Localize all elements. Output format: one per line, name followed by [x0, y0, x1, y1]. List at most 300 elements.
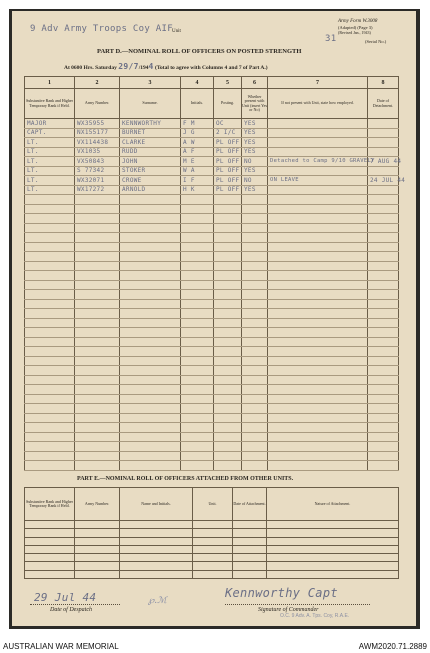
detachment-date-cell [368, 242, 399, 252]
posting-cell [214, 280, 242, 290]
detachment-date-cell [368, 252, 399, 262]
table-row [25, 442, 399, 452]
col-number: 1 [25, 77, 75, 89]
employment-cell [268, 223, 368, 233]
detachment-date-cell [368, 166, 399, 176]
table-row [25, 157, 399, 167]
part-d-time-line [64, 62, 268, 71]
empty-cell [120, 529, 193, 537]
initials-cell [181, 404, 214, 414]
header-employment: If not present with Unit, state how employed. [268, 89, 368, 119]
surname-cell [120, 271, 181, 281]
surname-cell [120, 223, 181, 233]
detachment-date-cell [368, 442, 399, 452]
surname-cell [120, 242, 181, 252]
employment-cell [268, 451, 368, 461]
despatch-line [30, 604, 120, 605]
army-number-cell [75, 394, 120, 404]
column-number-row [25, 77, 399, 89]
surname-cell: STOKER [120, 166, 181, 176]
employment-cell [268, 404, 368, 414]
initials-cell [181, 290, 214, 300]
army-number-cell [75, 309, 120, 319]
posting-cell [214, 432, 242, 442]
header-detachment-date: Date of Detachment. [368, 89, 399, 119]
empty-cell [193, 545, 233, 553]
form-adapted: (Adapted) (Page 3) [338, 25, 373, 30]
detachment-date-cell [368, 214, 399, 224]
initials-cell [181, 385, 214, 395]
posting-cell [214, 347, 242, 357]
rank-cell [25, 366, 75, 376]
surname-cell [120, 328, 181, 338]
header-present: Whether present with Unit (insert Yes or No) [242, 89, 268, 119]
empty-cell [233, 529, 267, 537]
serial-label: (Serial No.) [365, 39, 387, 44]
table-row [25, 299, 399, 309]
present-cell: YES [242, 119, 268, 129]
employment-cell [268, 423, 368, 433]
army-number-cell [75, 432, 120, 442]
army-number-cell [75, 337, 120, 347]
empty-cell [120, 537, 193, 545]
table-row [25, 545, 399, 553]
table-row [25, 119, 399, 129]
posting-cell [214, 204, 242, 214]
army-number-cell [75, 366, 120, 376]
rank-cell: LT. [25, 185, 75, 195]
present-cell [242, 442, 268, 452]
posting-cell [214, 337, 242, 347]
employment-cell [268, 252, 368, 262]
empty-cell [75, 554, 120, 562]
army-number-cell [75, 214, 120, 224]
part-d-title: PART D.—NOMINAL ROLL OF OFFICERS ON POSTED STRENGTH [97, 48, 302, 55]
table-row [25, 128, 399, 138]
present-cell [242, 366, 268, 376]
surname-cell [120, 195, 181, 205]
header-rank: Substantive Rank and Higher Temporary Rank if Held. [25, 488, 75, 521]
empty-cell [75, 537, 120, 545]
initials-cell [181, 347, 214, 357]
detachment-date-cell [368, 128, 399, 138]
employment-cell [268, 128, 368, 138]
detachment-date-cell [368, 366, 399, 376]
initials-cell [181, 252, 214, 262]
employment-cell [268, 119, 368, 129]
posting-cell [214, 299, 242, 309]
rank-cell: MAJOR [25, 119, 75, 129]
initials-cell [181, 356, 214, 366]
army-number-cell [75, 204, 120, 214]
army-number-cell [75, 252, 120, 262]
empty-cell [120, 545, 193, 553]
table-row [25, 252, 399, 262]
present-cell [242, 432, 268, 442]
initials-cell [181, 413, 214, 423]
present-cell [242, 233, 268, 243]
empty-cell [233, 521, 267, 529]
table-row [25, 570, 399, 578]
empty-cell [233, 554, 267, 562]
present-cell [242, 461, 268, 471]
initials-cell [181, 261, 214, 271]
table-row [25, 214, 399, 224]
present-cell [242, 261, 268, 271]
table-row [25, 204, 399, 214]
rank-cell [25, 423, 75, 433]
detachment-date-cell [368, 119, 399, 129]
empty-cell [267, 521, 399, 529]
present-cell: YES [242, 147, 268, 157]
header-unit: Unit. [193, 488, 233, 521]
posting-cell: PL OFF [214, 157, 242, 167]
detachment-date-cell [368, 138, 399, 148]
empty-cell [25, 562, 75, 570]
rank-cell: LT. [25, 166, 75, 176]
posting-cell [214, 290, 242, 300]
table-row [25, 185, 399, 195]
col-number: 4 [181, 77, 214, 89]
table-row [25, 290, 399, 300]
employment-cell [268, 147, 368, 157]
employment-cell [268, 185, 368, 195]
initials-cell: A F [181, 147, 214, 157]
unit-name-handwritten: 9 Adv Army Troops Coy AIF [30, 24, 173, 34]
rank-cell [25, 195, 75, 205]
table-row [25, 554, 399, 562]
surname-cell: ARNOLD [120, 185, 181, 195]
officers-posted-table [24, 76, 406, 471]
army-number-cell: WX17272 [75, 185, 120, 195]
empty-cell [193, 529, 233, 537]
posting-cell: PL OFF [214, 147, 242, 157]
army-number-cell: NX155177 [75, 128, 120, 138]
table-row [25, 261, 399, 271]
surname-cell [120, 375, 181, 385]
table-row [25, 195, 399, 205]
posting-cell [214, 271, 242, 281]
form-revised: (Revised Jan., 1943) [338, 30, 371, 35]
detachment-date-cell [368, 404, 399, 414]
table-row [25, 537, 399, 545]
rank-cell [25, 432, 75, 442]
employment-cell [268, 375, 368, 385]
initials-cell [181, 394, 214, 404]
present-cell: NO [242, 157, 268, 167]
empty-cell [193, 537, 233, 545]
surname-cell [120, 233, 181, 243]
table-row [25, 375, 399, 385]
surname-cell [120, 432, 181, 442]
rank-cell: LT. [25, 138, 75, 148]
posting-cell [214, 328, 242, 338]
posting-cell [214, 423, 242, 433]
table-row [25, 394, 399, 404]
detachment-date-cell [368, 204, 399, 214]
table-row [25, 223, 399, 233]
employment-cell [268, 271, 368, 281]
employment-cell [268, 290, 368, 300]
army-number-cell [75, 242, 120, 252]
employment-cell [268, 233, 368, 243]
present-cell [242, 223, 268, 233]
empty-cell [193, 570, 233, 578]
present-cell [242, 451, 268, 461]
surname-cell: BURNET [120, 128, 181, 138]
posting-cell [214, 195, 242, 205]
present-cell [242, 214, 268, 224]
surname-cell [120, 290, 181, 300]
table-row [25, 138, 399, 148]
rank-cell [25, 252, 75, 262]
employment-cell [268, 356, 368, 366]
table-row [25, 366, 399, 376]
surname-cell [120, 261, 181, 271]
initials-cell [181, 242, 214, 252]
present-cell [242, 328, 268, 338]
initials-cell [181, 318, 214, 328]
year-prefix: /194 [138, 65, 149, 71]
empty-cell [267, 562, 399, 570]
employment-cell: ON LEAVE [268, 176, 368, 186]
rank-cell [25, 356, 75, 366]
detachment-date-cell: 7 AUG 44 [368, 157, 399, 167]
rank-cell [25, 451, 75, 461]
header-rank: Substantive Rank and Higher Temporary Rank if Held. [25, 89, 75, 119]
table-row [25, 404, 399, 414]
detachment-date-cell [368, 356, 399, 366]
empty-cell [193, 562, 233, 570]
initials-cell: W A [181, 166, 214, 176]
detachment-date-cell [368, 394, 399, 404]
present-cell [242, 413, 268, 423]
table-row [25, 432, 399, 442]
surname-cell: CLARKE [120, 138, 181, 148]
rank-cell: LT. [25, 147, 75, 157]
posting-cell [214, 233, 242, 243]
empty-cell [120, 570, 193, 578]
surname-cell: JOHN [120, 157, 181, 167]
officers-attached-table [24, 487, 399, 579]
empty-cell [267, 537, 399, 545]
present-cell [242, 280, 268, 290]
empty-cell [120, 521, 193, 529]
unit-label: Unit [172, 29, 181, 34]
present-cell [242, 394, 268, 404]
present-cell [242, 309, 268, 319]
form-number: Army Form W.3008 [338, 19, 378, 24]
present-cell [242, 318, 268, 328]
posting-cell: OC [214, 119, 242, 129]
initials-cell [181, 423, 214, 433]
col-number: 3 [120, 77, 181, 89]
employment-cell [268, 261, 368, 271]
table-row [25, 337, 399, 347]
rank-cell [25, 318, 75, 328]
posting-cell [214, 442, 242, 452]
army-number-cell [75, 261, 120, 271]
empty-cell [25, 537, 75, 545]
detachment-date-cell [368, 318, 399, 328]
header-name-initials: Name and Initials. [120, 488, 193, 521]
rank-cell [25, 204, 75, 214]
army-number-cell: VX50843 [75, 157, 120, 167]
surname-cell [120, 413, 181, 423]
detachment-date-cell [368, 309, 399, 319]
army-number-cell [75, 271, 120, 281]
empty-cell [267, 570, 399, 578]
detachment-date-cell [368, 147, 399, 157]
posting-cell [214, 451, 242, 461]
army-number-cell [75, 442, 120, 452]
initials-cell [181, 204, 214, 214]
detachment-date-cell [368, 299, 399, 309]
posting-cell [214, 318, 242, 328]
employment-cell [268, 204, 368, 214]
posting-cell: PL OFF [214, 166, 242, 176]
posting-cell [214, 366, 242, 376]
empty-cell [75, 521, 120, 529]
header-attachment-date: Date of Attachment. [233, 488, 267, 521]
present-cell [242, 252, 268, 262]
army-number-cell [75, 290, 120, 300]
initials-cell [181, 195, 214, 205]
surname-cell: RUDD [120, 147, 181, 157]
col-number: 5 [214, 77, 242, 89]
initials-cell [181, 451, 214, 461]
header-surname: Surname. [120, 89, 181, 119]
table-row [25, 271, 399, 281]
rank-cell [25, 299, 75, 309]
employment-cell [268, 432, 368, 442]
table-row [25, 280, 399, 290]
army-number-cell [75, 423, 120, 433]
employment-cell [268, 413, 368, 423]
initials-cell: M E [181, 157, 214, 167]
posting-cell [214, 375, 242, 385]
present-cell: NO [242, 176, 268, 186]
present-cell [242, 299, 268, 309]
army-number-cell [75, 328, 120, 338]
employment-cell [268, 328, 368, 338]
surname-cell: KENNWORTHY [120, 119, 181, 129]
present-cell [242, 271, 268, 281]
detachment-date-cell [368, 290, 399, 300]
posting-cell: 2 I/C [214, 128, 242, 138]
present-cell: YES [242, 128, 268, 138]
surname-cell [120, 385, 181, 395]
present-cell [242, 204, 268, 214]
archive-caption: AUSTRALIAN WAR MEMORIAL [3, 642, 119, 651]
surname-cell [120, 309, 181, 319]
surname-cell [120, 252, 181, 262]
army-number-cell [75, 356, 120, 366]
initials-cell [181, 366, 214, 376]
posting-cell [214, 404, 242, 414]
empty-cell [75, 562, 120, 570]
rank-cell: LT. [25, 176, 75, 186]
detachment-date-cell [368, 385, 399, 395]
surname-cell [120, 280, 181, 290]
table-row [25, 309, 399, 319]
detachment-date-cell [368, 461, 399, 471]
initials-cell: A W [181, 138, 214, 148]
present-cell [242, 290, 268, 300]
serial-number-handwritten: 31 [325, 34, 337, 44]
detachment-date-cell [368, 233, 399, 243]
army-number-cell [75, 233, 120, 243]
col-number: 2 [75, 77, 120, 89]
empty-cell [267, 545, 399, 553]
year-handwritten: 4 [148, 62, 154, 71]
detachment-date-cell [368, 223, 399, 233]
posting-cell [214, 223, 242, 233]
rank-cell [25, 413, 75, 423]
empty-cell [267, 554, 399, 562]
table-row [25, 318, 399, 328]
rank-cell [25, 290, 75, 300]
table-row [25, 423, 399, 433]
signature-label: Signature of Commander [258, 607, 319, 613]
table-row [25, 147, 399, 157]
posting-cell [214, 214, 242, 224]
empty-cell [25, 521, 75, 529]
posting-cell [214, 385, 242, 395]
rank-cell [25, 261, 75, 271]
table-row [25, 356, 399, 366]
present-cell [242, 356, 268, 366]
surname-cell [120, 318, 181, 328]
detachment-date-cell [368, 337, 399, 347]
empty-cell [233, 570, 267, 578]
empty-cell [25, 554, 75, 562]
posting-cell [214, 309, 242, 319]
initials-cell [181, 223, 214, 233]
empty-cell [233, 537, 267, 545]
part-e-header-row [25, 488, 399, 521]
present-cell: YES [242, 166, 268, 176]
table-row [25, 413, 399, 423]
empty-cell [75, 570, 120, 578]
initials-cell [181, 432, 214, 442]
rank-cell [25, 394, 75, 404]
initials-cell [181, 442, 214, 452]
rank-cell [25, 242, 75, 252]
surname-cell [120, 442, 181, 452]
surname-cell [120, 461, 181, 471]
empty-cell [25, 570, 75, 578]
posting-cell [214, 394, 242, 404]
surname-cell [120, 356, 181, 366]
army-number-cell [75, 318, 120, 328]
col-number: 8 [368, 77, 399, 89]
surname-cell: CROWE [120, 176, 181, 186]
table-row [25, 562, 399, 570]
army-number-cell: WX35955 [75, 119, 120, 129]
rank-cell: LT. [25, 157, 75, 167]
employment-cell [268, 138, 368, 148]
header-attachment-nature: Nature of Attachment. [267, 488, 399, 521]
army-number-cell [75, 451, 120, 461]
column-header-row [25, 89, 399, 119]
surname-cell [120, 394, 181, 404]
header-army-number: Army Number. [75, 89, 120, 119]
posting-cell: PL OFF [214, 138, 242, 148]
rank-cell [25, 328, 75, 338]
table-row [25, 347, 399, 357]
present-cell [242, 195, 268, 205]
